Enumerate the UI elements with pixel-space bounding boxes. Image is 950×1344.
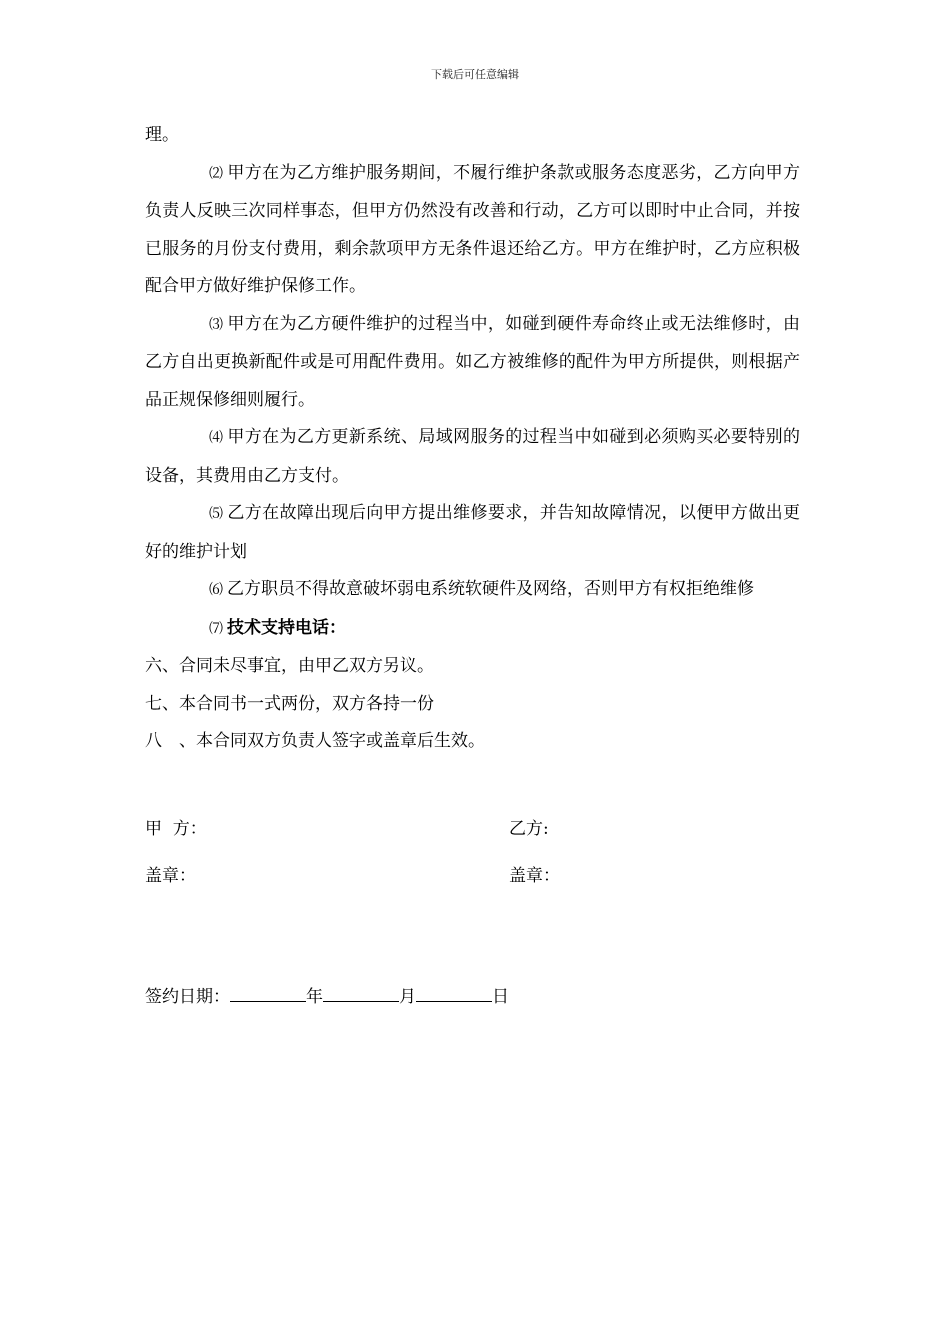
day-label: 日 xyxy=(492,987,509,1007)
seal-b-label: 盖章： xyxy=(509,866,560,886)
page-header: 下载后可任意编辑 xyxy=(431,68,519,81)
clause-2 xyxy=(145,155,800,306)
clause-3 xyxy=(145,306,800,420)
section-8: 八 、本合同双方负责人签字或盖章后生效。 xyxy=(145,731,485,751)
clause-7 xyxy=(145,610,800,649)
year-blank[interactable] xyxy=(230,983,306,1002)
clause-number: ⑺ xyxy=(209,620,223,637)
clause-text: 乙方职员不得故意破坏弱电系统软硬件及网络，否则甲方有权拒绝维修 xyxy=(227,579,754,599)
month-blank[interactable] xyxy=(323,983,399,1002)
seal-a-label: 盖章： xyxy=(145,866,196,886)
year-label: 年 xyxy=(306,987,323,1007)
clause-number: ⑹ xyxy=(209,582,223,598)
clause-number: ⑶ xyxy=(209,316,224,333)
clause-number: ⑷ xyxy=(209,430,224,446)
signing-date xyxy=(145,983,509,1009)
signing-date-label: 签约日期： xyxy=(145,987,230,1007)
clause-text: 乙方在故障出现后向甲方提出维修要求，并告知故障情况，以便甲方做出更好的维护计划 xyxy=(145,503,801,562)
clause-number: ⑸ xyxy=(209,506,224,522)
clause-5 xyxy=(145,495,800,571)
day-blank[interactable] xyxy=(416,983,492,1002)
party-b-label: 乙方: xyxy=(509,819,549,839)
clause-6 xyxy=(145,571,800,610)
clause-text: 甲方在为乙方更新系统、局域网服务的过程当中如碰到必须购买必要特别的设备，其费用由乙方支付。 xyxy=(145,427,801,486)
contract-body xyxy=(145,117,800,761)
clause-4 xyxy=(145,419,800,495)
party-a-label: 甲 方： xyxy=(145,819,207,839)
clause-text: 甲方在为乙方硬件维护的过程当中，如碰到硬件寿命终止或无法维修时，由乙方自出更换新配件或是可用配件费用。如乙方被维修的配件为甲方所提供，则根据产品正规保修细则履行。 xyxy=(145,313,801,410)
clause-number: ⑵ xyxy=(209,165,224,182)
month-label: 月 xyxy=(399,987,416,1007)
section-7: 七、本合同书一式两份，双方各持一份 xyxy=(145,693,434,714)
clause-text: 甲方在为乙方维护服务期间，不履行维护条款或服务态度恶劣，乙方向甲方负责人反映三次同样事态，但甲方仍然没有改善和行动，乙方可以即时中止合同，并按已服务的月份支付费用，剩余款项甲方无条件退还给乙方。甲方在维护时，乙方应积极配合甲方做好维护保修工作。 xyxy=(145,162,801,296)
paragraph-continuation: 理。 xyxy=(145,125,179,145)
tech-support-phone-label: 技术支持电话： xyxy=(227,617,346,638)
section-6: 六、合同未尽事宜，由甲乙双方另议。 xyxy=(145,656,434,676)
